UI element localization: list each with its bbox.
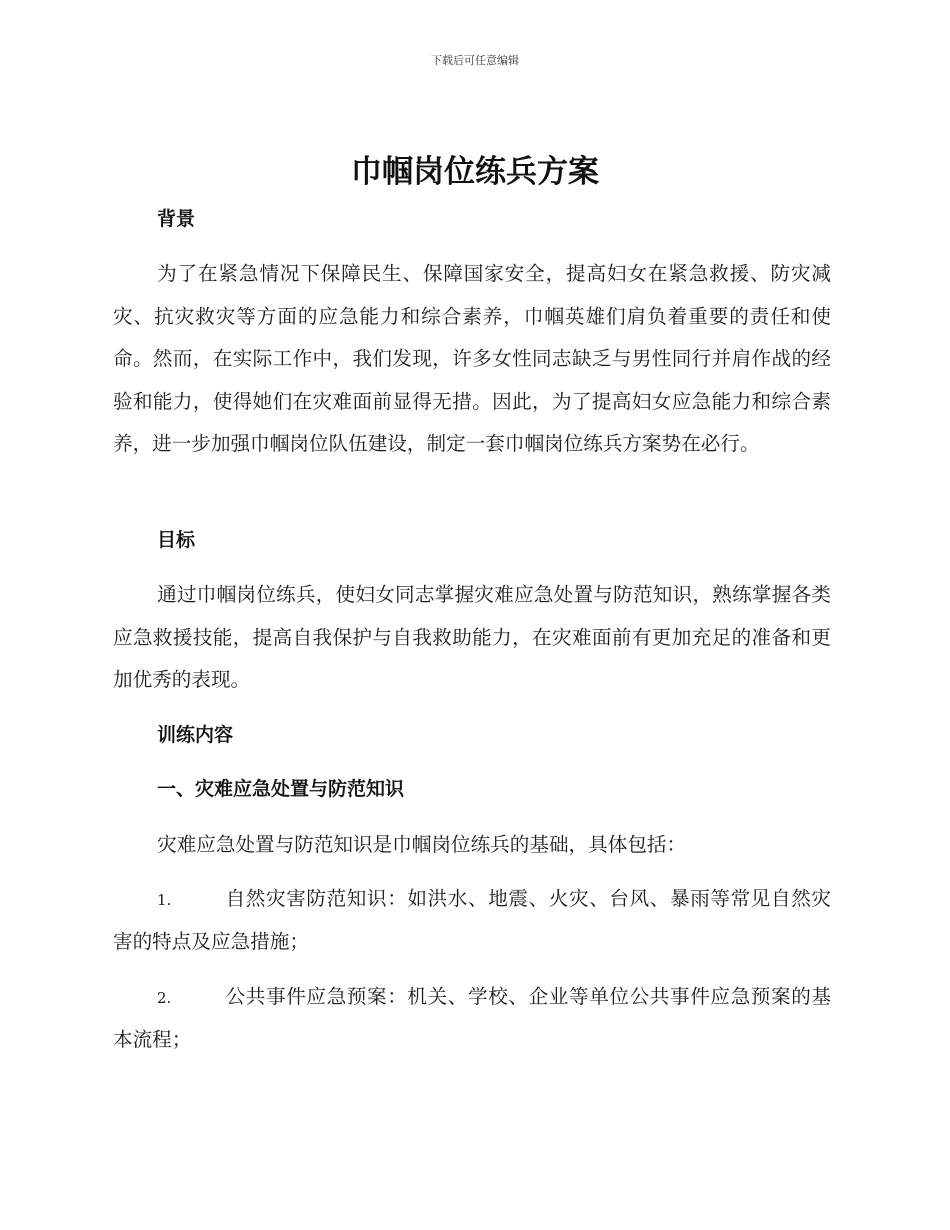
list-item-text: 公共事件应急预案：机关、学校、企业等单位公共事件应急预案的基本流程； bbox=[113, 985, 831, 1051]
list-item-number: 1. bbox=[157, 891, 172, 909]
goal-paragraph: 通过巾帼岗位练兵，使妇女同志掌握灾难应急处置与防范知识，熟练掌握各类应急救援技能，提高自我保护与自我救助能力，在灾难面前有更加充足的准备和更加优秀的表现。 bbox=[113, 583, 831, 692]
section-heading-training: 训练内容 bbox=[157, 724, 234, 746]
list-item-number: 2. bbox=[157, 989, 172, 1007]
list-item bbox=[113, 976, 831, 1061]
document-title: 巾帼岗位练兵方案 bbox=[351, 154, 599, 190]
background-paragraph: 为了在紧急情况下保障民生、保障国家安全，提高妇女在紧急救援、防灾减灾、抗灾救灾等方面的应急能力和综合素养，巾帼英雄们肩负着重要的责任和使命。然而，在实际工作中，我们发现，许多女性同志缺乏与男性同行并肩作战的经验和能力，使得她们在灾难面前显得无措。因此，为了提高妇女应急能力和综合素养，进一步加强巾帼岗位队伍建设，制定一套巾帼岗位练兵方案势在必行。 bbox=[113, 262, 831, 456]
list-item-text: 自然灾害防范知识：如洪水、地震、火灾、台风、暴雨等常见自然灾害的特点及应急措施； bbox=[113, 887, 831, 953]
subheading-disaster-knowledge: 一、灾难应急处置与防范知识 bbox=[157, 778, 405, 800]
section-heading-background: 背景 bbox=[157, 208, 196, 230]
page-header-note: 下载后可任意编辑 bbox=[431, 54, 519, 67]
list-item bbox=[113, 878, 831, 963]
section-heading-goal: 目标 bbox=[157, 529, 196, 551]
training-intro-paragraph: 灾难应急处置与防范知识是巾帼岗位练兵的基础，具体包括： bbox=[157, 833, 687, 856]
